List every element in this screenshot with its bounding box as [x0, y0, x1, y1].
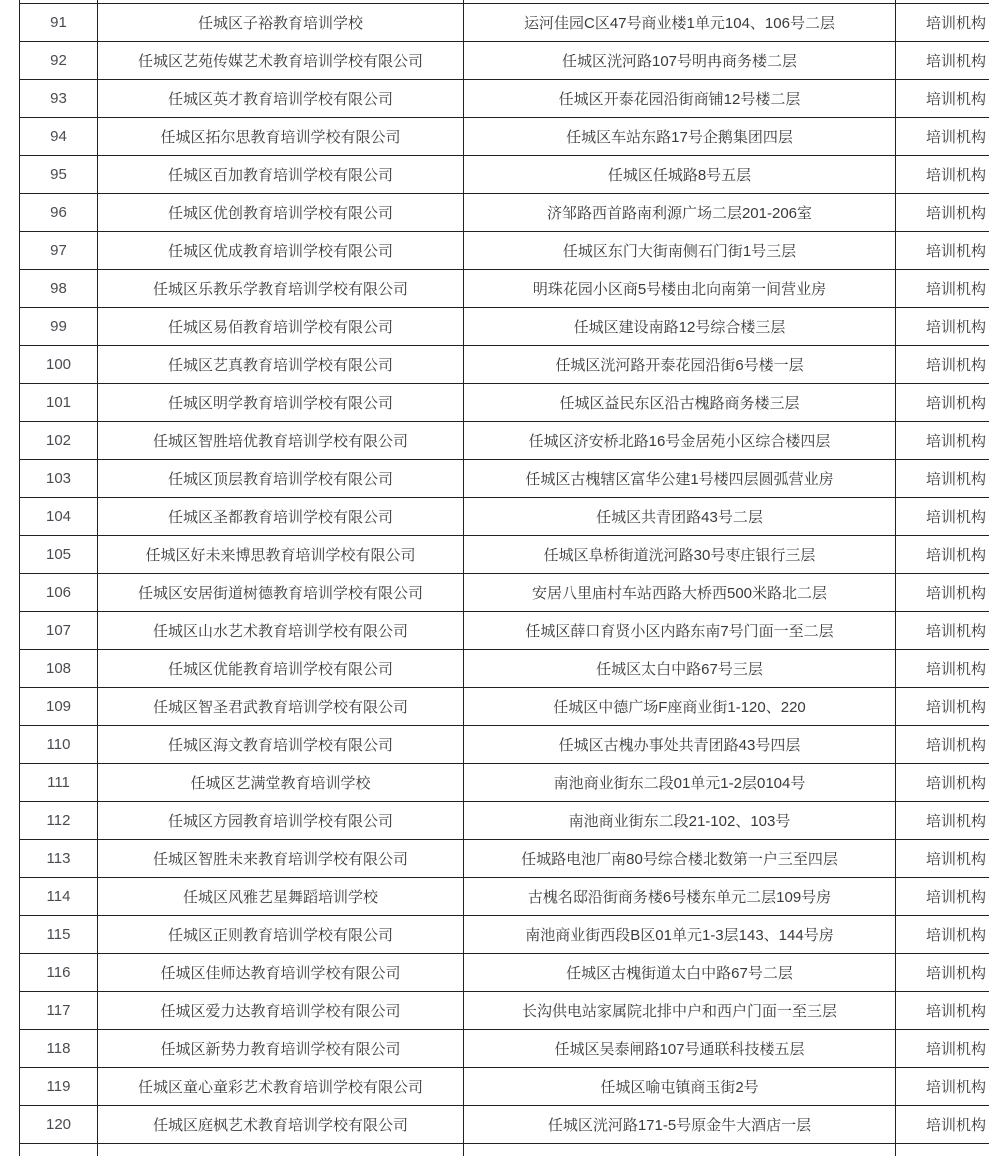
school-name-cell: 任城区安居街道树德教育培训学校有限公司: [98, 574, 464, 612]
category-cell: 培训机构: [896, 840, 989, 878]
address-cell: 南池商业街东二段21-102、103号: [464, 802, 896, 840]
address-cell: 任城区古槐街道太白中路67号二层: [464, 954, 896, 992]
category-cell: 培训机构: [896, 498, 989, 536]
row-number-cell: [20, 1144, 98, 1156]
school-name-cell: 任城区正则教育培训学校有限公司: [98, 916, 464, 954]
row-number-cell: 98: [20, 270, 98, 308]
school-name-cell: 任城区海文教育培训学校有限公司: [98, 726, 464, 764]
category-cell: 培训机构: [896, 916, 989, 954]
school-name-cell: 任城区拓尔思教育培训学校有限公司: [98, 118, 464, 156]
school-name-cell: 任城区子裕教育培训学校: [98, 4, 464, 42]
row-number-cell: 94: [20, 118, 98, 156]
school-name-cell: 任城区佳师达教育培训学校有限公司: [98, 954, 464, 992]
address-cell: 任城区建设南路12号综合楼三层: [464, 308, 896, 346]
school-name-cell: 任城区智胜培优教育培训学校有限公司: [98, 422, 464, 460]
school-name-cell: 任城区英才教育培训学校有限公司: [98, 80, 464, 118]
school-name-cell: 任城区智圣君武教育培训学校有限公司: [98, 688, 464, 726]
school-name-cell: 任城区百加教育培训学校有限公司: [98, 156, 464, 194]
address-cell: 任城区吴泰闸路107号通联科技楼五层: [464, 1030, 896, 1068]
row-number-cell: 117: [20, 992, 98, 1030]
category-cell: 培训机构: [896, 156, 989, 194]
address-cell: 任城区太白中路67号三层: [464, 650, 896, 688]
table-row: [20, 4, 989, 42]
table-row: [20, 612, 989, 650]
category-cell: 培训机构: [896, 992, 989, 1030]
table-row: [20, 878, 989, 916]
address-cell: 长沟供电站家属院北排中户和西户门面一至三层: [464, 992, 896, 1030]
school-name-cell: 任城区乐教乐学教育培训学校有限公司: [98, 270, 464, 308]
table-row: [20, 346, 989, 384]
category-cell: 培训机构: [896, 726, 989, 764]
table-body: [20, 4, 989, 1144]
category-cell: 培训机构: [896, 650, 989, 688]
category-cell: 培训机构: [896, 688, 989, 726]
address-cell: 任城区开泰花园沿街商铺12号楼二层: [464, 80, 896, 118]
school-name-cell: 任城区风雅艺星舞蹈培训学校: [98, 878, 464, 916]
school-name-cell: 任城区方园教育培训学校有限公司: [98, 802, 464, 840]
row-number-cell: 97: [20, 232, 98, 270]
row-number-cell: 104: [20, 498, 98, 536]
table-row: [20, 1030, 989, 1068]
address-cell: 济邹路西首路南利源广场二层201-206室: [464, 194, 896, 232]
address-cell: 任城区薛口育贤小区内路东南7号门面一至二层: [464, 612, 896, 650]
row-number-cell: 100: [20, 346, 98, 384]
category-cell: 培训机构: [896, 42, 989, 80]
address-cell: 任城区古槐辖区富华公建1号楼四层圆弧营业房: [464, 460, 896, 498]
address-cell: 任城区济安桥北路16号金居苑小区综合楼四层: [464, 422, 896, 460]
address-cell: [464, 1144, 896, 1156]
table-row: [20, 992, 989, 1030]
school-name-cell: 任城区优成教育培训学校有限公司: [98, 232, 464, 270]
row-number-cell: 92: [20, 42, 98, 80]
row-number-cell: 110: [20, 726, 98, 764]
address-cell: 任城区东门大街南侧石门街1号三层: [464, 232, 896, 270]
row-number-cell: 101: [20, 384, 98, 422]
table-row: [20, 954, 989, 992]
row-number-cell: 108: [20, 650, 98, 688]
category-cell: 培训机构: [896, 422, 989, 460]
row-number-cell: 109: [20, 688, 98, 726]
table-container: [19, 0, 989, 1156]
category-cell: 培训机构: [896, 80, 989, 118]
address-cell: 任城区古槐办事处共青团路43号四层: [464, 726, 896, 764]
address-cell: 任城区益民东区沿古槐路商务楼三层: [464, 384, 896, 422]
row-number-cell: 114: [20, 878, 98, 916]
category-cell: 培训机构: [896, 194, 989, 232]
school-name-cell: 任城区好未来博思教育培训学校有限公司: [98, 536, 464, 574]
table-row: [20, 460, 989, 498]
address-cell: 任城区任城路8号五层: [464, 156, 896, 194]
category-cell: 培训机构: [896, 574, 989, 612]
row-number-cell: 96: [20, 194, 98, 232]
row-number-cell: 119: [20, 1068, 98, 1106]
row-number-cell: 120: [20, 1106, 98, 1144]
category-cell: 培训机构: [896, 232, 989, 270]
table-row: [20, 498, 989, 536]
address-cell: 明珠花园小区商5号楼由北向南第一间营业房: [464, 270, 896, 308]
school-name-cell: 任城区童心童彩艺术教育培训学校有限公司: [98, 1068, 464, 1106]
school-name-cell: 任城区新势力教育培训学校有限公司: [98, 1030, 464, 1068]
category-cell: 培训机构: [896, 536, 989, 574]
table-row: [20, 80, 989, 118]
row-number-cell: 91: [20, 4, 98, 42]
category-cell: 培训机构: [896, 764, 989, 802]
row-number-cell: 107: [20, 612, 98, 650]
category-cell: 培训机构: [896, 612, 989, 650]
row-number-cell: 118: [20, 1030, 98, 1068]
address-cell: 古槐名邸沿街商务楼6号楼东单元二层109号房: [464, 878, 896, 916]
table-row: [20, 802, 989, 840]
address-cell: 任城区洸河路171-5号原金牛大酒店一层: [464, 1106, 896, 1144]
table-row: [20, 156, 989, 194]
row-number-cell: 99: [20, 308, 98, 346]
address-cell: 任城区洸河路107号明冉商务楼二层: [464, 42, 896, 80]
address-cell: 南池商业街西段B区01单元1-3层143、144号房: [464, 916, 896, 954]
school-name-cell: 任城区优创教育培训学校有限公司: [98, 194, 464, 232]
category-cell: 培训机构: [896, 270, 989, 308]
row-number-cell: 93: [20, 80, 98, 118]
school-name-cell: [98, 1144, 464, 1156]
category-cell: 培训机构: [896, 802, 989, 840]
partial-row-bottom: [20, 1144, 989, 1156]
school-name-cell: 任城区爱力达教育培训学校有限公司: [98, 992, 464, 1030]
row-number-cell: 105: [20, 536, 98, 574]
school-name-cell: 任城区顶层教育培训学校有限公司: [98, 460, 464, 498]
category-cell: 培训机构: [896, 1068, 989, 1106]
category-cell: 培训机构: [896, 878, 989, 916]
category-cell: 培训机构: [896, 460, 989, 498]
category-cell: 培训机构: [896, 308, 989, 346]
school-name-cell: 任城区艺满堂教育培训学校: [98, 764, 464, 802]
category-cell: 培训机构: [896, 4, 989, 42]
category-cell: 培训机构: [896, 118, 989, 156]
address-cell: 运河佳园C区47号商业楼1单元104、106号二层: [464, 4, 896, 42]
training-schools-table: [19, 0, 989, 1156]
table-row: [20, 422, 989, 460]
address-cell: 任城区阜桥街道洸河路30号枣庄银行三层: [464, 536, 896, 574]
row-number-cell: 113: [20, 840, 98, 878]
table-row: [20, 1068, 989, 1106]
address-cell: 任城区车站东路17号企鹅集团四层: [464, 118, 896, 156]
row-number-cell: 103: [20, 460, 98, 498]
partial-row-bottom-group: [20, 1144, 989, 1156]
table-row: [20, 688, 989, 726]
address-cell: 任城路电池厂南80号综合楼北数第一户三至四层: [464, 840, 896, 878]
table-row: [20, 916, 989, 954]
school-name-cell: 任城区优能教育培训学校有限公司: [98, 650, 464, 688]
table-row: [20, 1106, 989, 1144]
table-row: [20, 308, 989, 346]
table-row: [20, 574, 989, 612]
school-name-cell: 任城区智胜未来教育培训学校有限公司: [98, 840, 464, 878]
category-cell: 培训机构: [896, 1030, 989, 1068]
address-cell: 任城区共青团路43号二层: [464, 498, 896, 536]
school-name-cell: 任城区易佰教育培训学校有限公司: [98, 308, 464, 346]
school-name-cell: 任城区庭枫艺术教育培训学校有限公司: [98, 1106, 464, 1144]
table-row: [20, 764, 989, 802]
category-cell: 培训机构: [896, 384, 989, 422]
table-row: [20, 118, 989, 156]
category-cell: [896, 1144, 989, 1156]
table-row: [20, 270, 989, 308]
row-number-cell: 116: [20, 954, 98, 992]
table-row: [20, 384, 989, 422]
address-cell: 任城区洸河路开泰花园沿街6号楼一层: [464, 346, 896, 384]
address-cell: 任城区中德广场F座商业街1-120、220: [464, 688, 896, 726]
school-name-cell: 任城区明学教育培训学校有限公司: [98, 384, 464, 422]
table-row: [20, 840, 989, 878]
row-number-cell: 112: [20, 802, 98, 840]
table-row: [20, 194, 989, 232]
row-number-cell: 106: [20, 574, 98, 612]
category-cell: 培训机构: [896, 346, 989, 384]
school-name-cell: 任城区艺苑传媒艺术教育培训学校有限公司: [98, 42, 464, 80]
table-row: [20, 232, 989, 270]
address-cell: 南池商业街东二段01单元1-2层0104号: [464, 764, 896, 802]
row-number-cell: 102: [20, 422, 98, 460]
address-cell: 安居八里庙村车站西路大桥西500米路北二层: [464, 574, 896, 612]
school-name-cell: 任城区山水艺术教育培训学校有限公司: [98, 612, 464, 650]
address-cell: 任城区喻屯镇商玉街2号: [464, 1068, 896, 1106]
row-number-cell: 111: [20, 764, 98, 802]
table-row: [20, 536, 989, 574]
row-number-cell: 115: [20, 916, 98, 954]
row-number-cell: 95: [20, 156, 98, 194]
school-name-cell: 任城区圣都教育培训学校有限公司: [98, 498, 464, 536]
category-cell: 培训机构: [896, 954, 989, 992]
table-row: [20, 650, 989, 688]
table-row: [20, 726, 989, 764]
category-cell: 培训机构: [896, 1106, 989, 1144]
table-row: [20, 42, 989, 80]
school-name-cell: 任城区艺真教育培训学校有限公司: [98, 346, 464, 384]
